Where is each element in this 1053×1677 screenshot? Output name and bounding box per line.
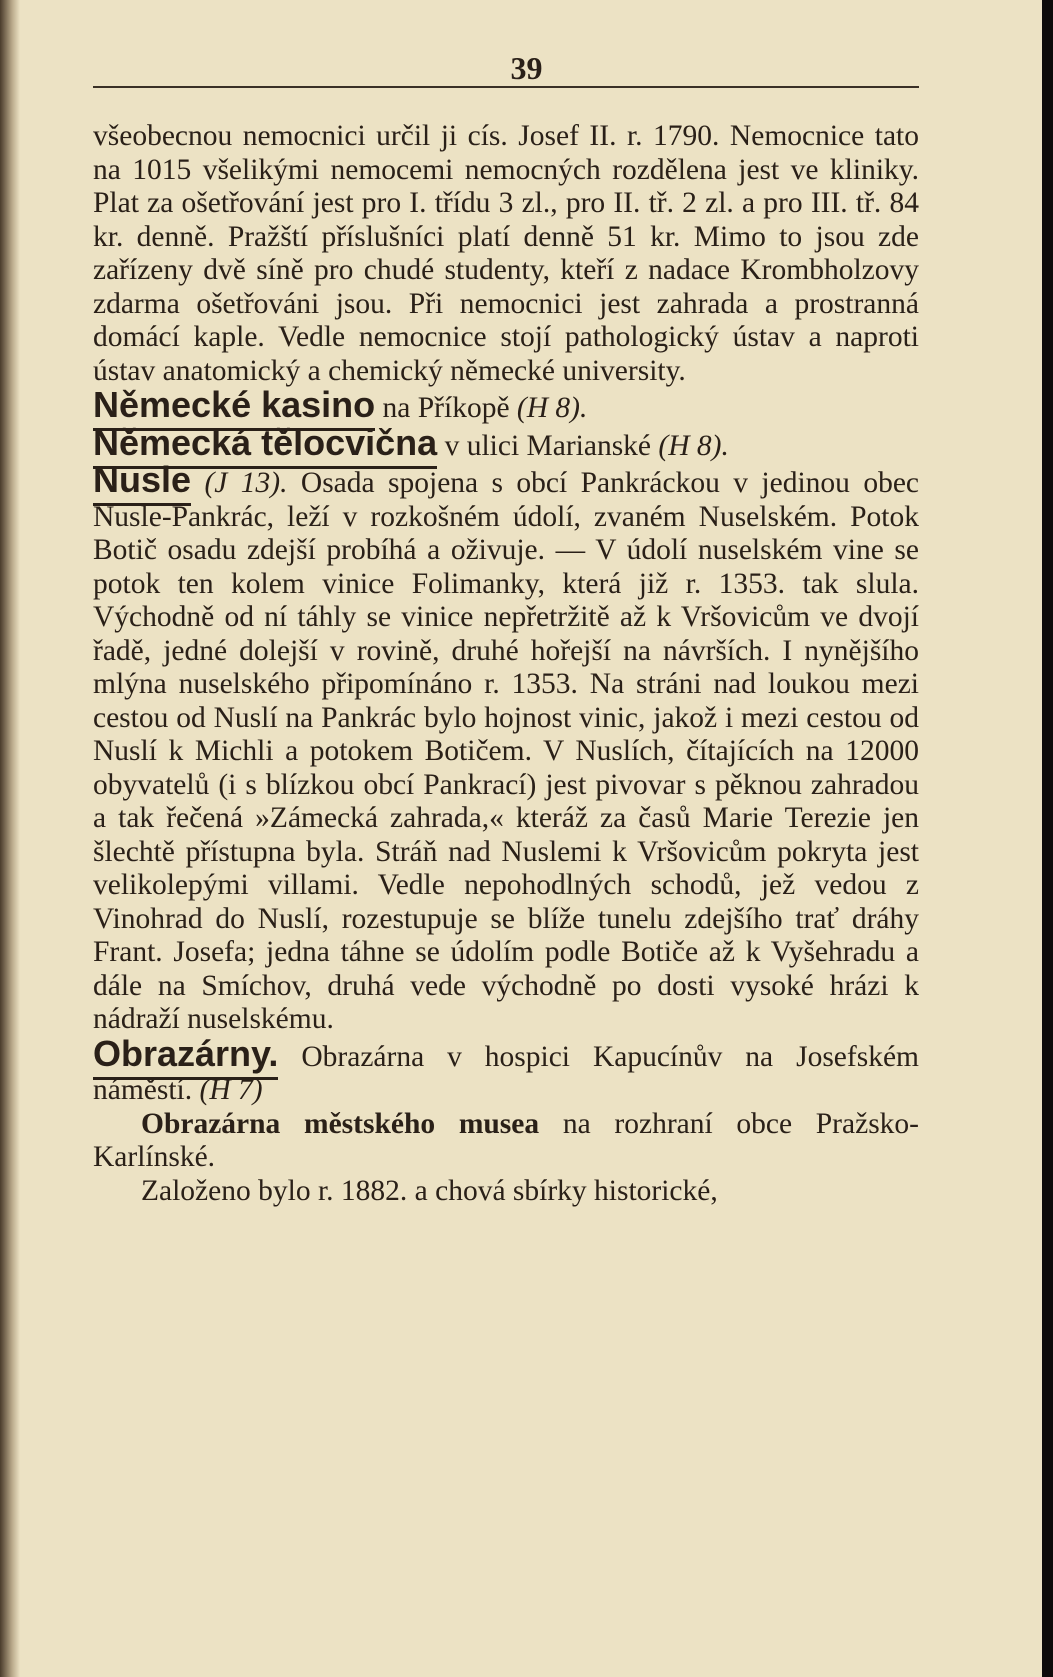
map-reference: (H 8). — [658, 429, 729, 462]
map-reference: (H 8). — [516, 392, 588, 424]
page-spine-shadow — [0, 0, 20, 1677]
entry-nusle — [93, 459, 920, 1037]
museum-lead: Obrazárna městského musea — [141, 1107, 540, 1140]
intro-paragraph: všeobecnou nemocnici určil ji cís. Josef II. r. 1790. Nemocnice tato na 1015 všelikými nemocemi nemocných rozdělena jest ve kliniky. Plat za ošetřování jest pro I. třídu 3 zl., pro II. tř. 2 zl. a pro III. tř. 84 kr. denně. Pražští příslušníci platí denně 51 kr. Mimo to jsou zde zařízeny dvě síně pro chudé studenty, kteří z nadace Krombholzovy zdarma ošetřováni jsou. Při nemocnici jest zahrada a prostranná domácí kaple. Vedle nemocnice stojí pathologický ústav a naproti ústav anatomický a chemický německé university. — [93, 120, 919, 387]
entry-heading: Nusle — [93, 459, 191, 506]
entry-kasino — [93, 384, 919, 426]
page-text — [93, 120, 919, 1208]
page-number: 39 — [510, 50, 543, 86]
entry-heading: Obrazárny. — [93, 1033, 278, 1080]
museum-paragraph — [93, 1108, 919, 1175]
museum-rest: na rozhraní obce Pražsko-Karlínské. — [93, 1107, 920, 1173]
entry-telocvicna — [93, 421, 919, 464]
header-rule — [93, 86, 919, 88]
entry-body: Osada spojena s obcí Pankráckou v jedinou obec Nusle-Pankrác, leží v rozkošném údolí, zvaném Nuselském. Potok Botič osadu zdejší probíhá a oživuje. — V údolí nuselském vine se potok ten kolem vinice Folimanky, která již r. 1353. tak slula. Východně od ní táhly se vinice nepřetržitě až k Vršovicům ve dvojí řadě, jedné dolejší v rovině, druhé hořejší na návrších. I nynějšího mlýna nuselského připomínáno r. 1353. Na stráni nad loukou mezi cestou od Nuslí na Pankrác bylo hojnost vinic, jakož i mezi cestou od Nuslí k Michli a potokem Botičem. V Nuslích, čítajících na 12000 obyvatelů (i s blízkou obcí Pankrací) jest pivovar s pěknou zahradou a tak řečená »Zámecká zahrada,« kteráž za časů Marie Terezie jen šlechtě přístupna byla. Stráň nad Nuslemi k Vršovicům pokryta jest velikolepými villami. Vedle nepohodlných schodů, jež vedou z Vinohrad do Nuslí, rozestupuje se blíže tunelu zdejšího trať dráhy Frant. Josefa; jedna táhne se údolím podle Botiče až k Vyšehradu a dále na Smíchov, druhá vede východně po dosti vysoké hrázi k nádraží nuselskému. — [93, 467, 920, 1035]
map-reference: (J 13). — [204, 467, 288, 499]
entry-body: Obrazárna v hospici Kapucínův na Josefském náměstí. — [93, 1040, 919, 1106]
entry-body: v ulici Marianské — [444, 429, 652, 462]
map-reference: (H 7) — [199, 1074, 263, 1106]
entry-heading: Německé kasino — [93, 384, 375, 431]
museum-next-line: Založeno bylo r. 1882. a chová sbírky historické, — [141, 1174, 718, 1207]
entry-obrazarny — [93, 1032, 919, 1108]
page-edge — [1042, 0, 1053, 1677]
entry-body: na Příkopě — [382, 392, 510, 424]
entry-heading: Německá tělocvična — [93, 422, 437, 469]
